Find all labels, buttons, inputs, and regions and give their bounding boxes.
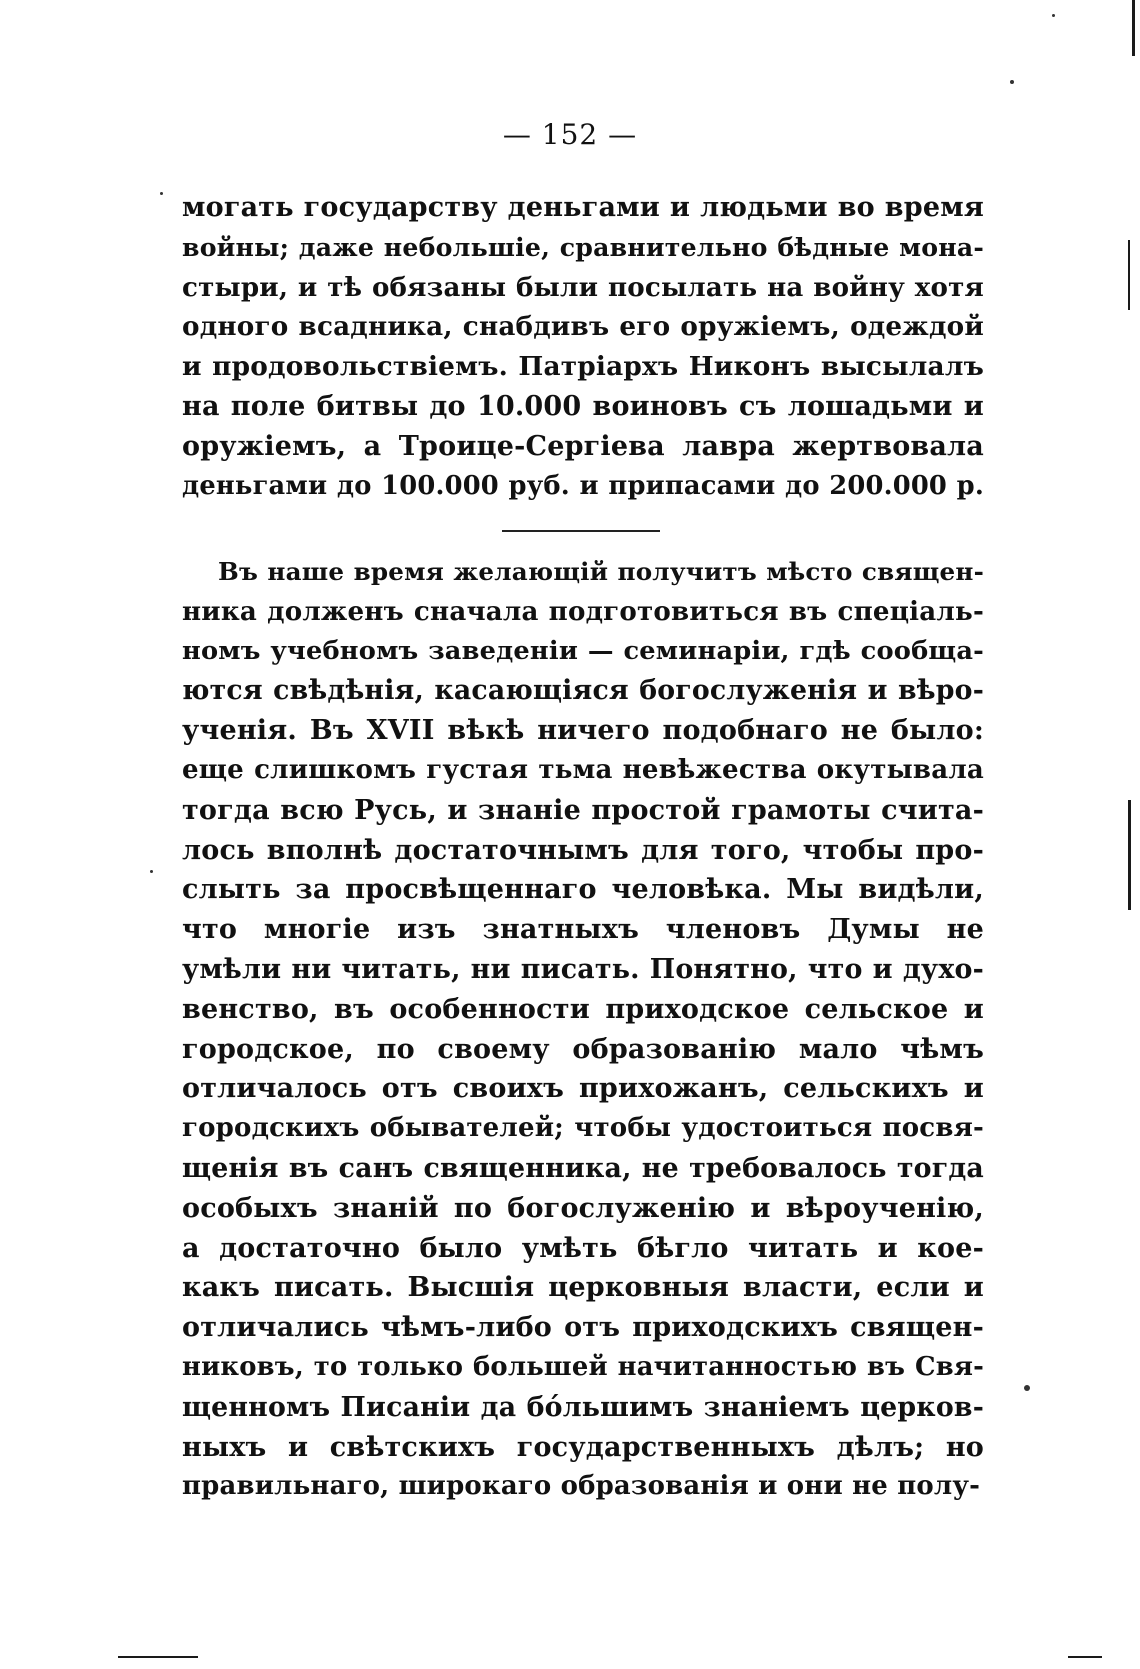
scan-edge-mark — [1128, 240, 1130, 310]
text-line: Въ наше время желающій получитъ мѣсто священ- — [218, 557, 984, 586]
scan-edge-mark — [1068, 1656, 1102, 1658]
text-line: щенія въ санъ священника, не требовалось тогда — [182, 1152, 984, 1184]
paragraph-2 — [182, 552, 984, 1507]
text-line: войны; даже небольшіе, сравнительно бѣдные мона- — [182, 231, 984, 262]
text-line: что многіе изъ знатныхъ членовъ Думы не — [182, 914, 984, 946]
scan-edge-mark — [1132, 0, 1135, 56]
scan-speck — [160, 192, 163, 195]
text-line: отличалось отъ своихъ прихожанъ, сельскихъ и — [182, 1073, 984, 1105]
text-line: и продовольствіемъ. Патріархъ Никонъ высылалъ — [182, 351, 984, 383]
text-line: щенномъ Писаніи да бо́льшимъ знаніемъ церков- — [182, 1391, 984, 1423]
text-line: какъ писать. Высшія церковныя власти, если и — [182, 1272, 984, 1304]
text-line: еще слишкомъ густая тьма невѣжества окутывала — [182, 754, 984, 785]
text-line: тогда всю Русь, и знаніе простой грамоты счита- — [182, 794, 984, 826]
page-number: — 152 — — [502, 118, 638, 151]
scan-speck — [1010, 80, 1014, 84]
text-line: могать государству деньгами и людьми во время — [182, 192, 984, 223]
text-line: стыри, и тѣ обязаны были посылать на войну хотя — [182, 271, 984, 303]
text-line: оружіемъ, а Троице-Сергіева лавра жертвовала — [182, 430, 984, 462]
text-line: ника долженъ сначала подготовиться въ спеціаль- — [182, 595, 984, 627]
text-line: ученія. Въ XVII вѣкѣ ничего подобнаго не было: — [182, 715, 984, 747]
text-line: ныхъ и свѣтскихъ государственныхъ дѣлъ; но — [182, 1431, 984, 1463]
text-line: правильнаго, широкаго образованія и они не полу- — [182, 1471, 981, 1502]
text-line: а достаточно было умѣть бѣгло читать и кое- — [182, 1232, 984, 1264]
text-line: на поле битвы до 10.000 воиновъ съ лошадьми и — [182, 390, 984, 422]
text-line: венство, въ особенности приходское сельское и — [182, 993, 984, 1025]
paragraph-1 — [182, 188, 984, 506]
text-line: никовъ, то только большей начитанностью въ Свя- — [182, 1351, 984, 1382]
text-line: городское, по своему образованію мало чѣмъ — [182, 1033, 984, 1065]
scan-edge-mark — [118, 1656, 198, 1658]
scan-speck — [1052, 14, 1055, 17]
text-line: умѣли ни читать, ни писать. Понятно, что и духо- — [182, 953, 984, 985]
text-line: номъ учебномъ заведеніи — семинаріи, гдѣ сообща- — [182, 635, 984, 666]
text-line: ются свѣдѣнія, касающіяся богослуженія и вѣро- — [182, 675, 984, 707]
text-line: лось вполнѣ достаточнымъ для того, чтобы про- — [182, 834, 984, 866]
text-line: деньгами до 100.000 руб. и припасами до 200.000 р. — [182, 470, 984, 501]
text-line: особыхъ знаній по богослуженію и вѣроученію, — [182, 1192, 984, 1224]
section-divider — [502, 530, 660, 532]
scan-edge-mark — [1128, 800, 1131, 910]
scan-speck — [150, 870, 153, 873]
text-line: одного всадника, снабдивъ его оружіемъ, одеждой — [182, 311, 984, 343]
text-line: слыть за просвѣщеннаго человѣка. Мы видѣли, — [182, 874, 984, 906]
scan-speck — [1024, 1385, 1030, 1391]
text-line: отличались чѣмъ-либо отъ приходскихъ священ- — [182, 1312, 984, 1344]
text-line: городскихъ обывателей; чтобы удостоиться посвя- — [182, 1113, 984, 1144]
